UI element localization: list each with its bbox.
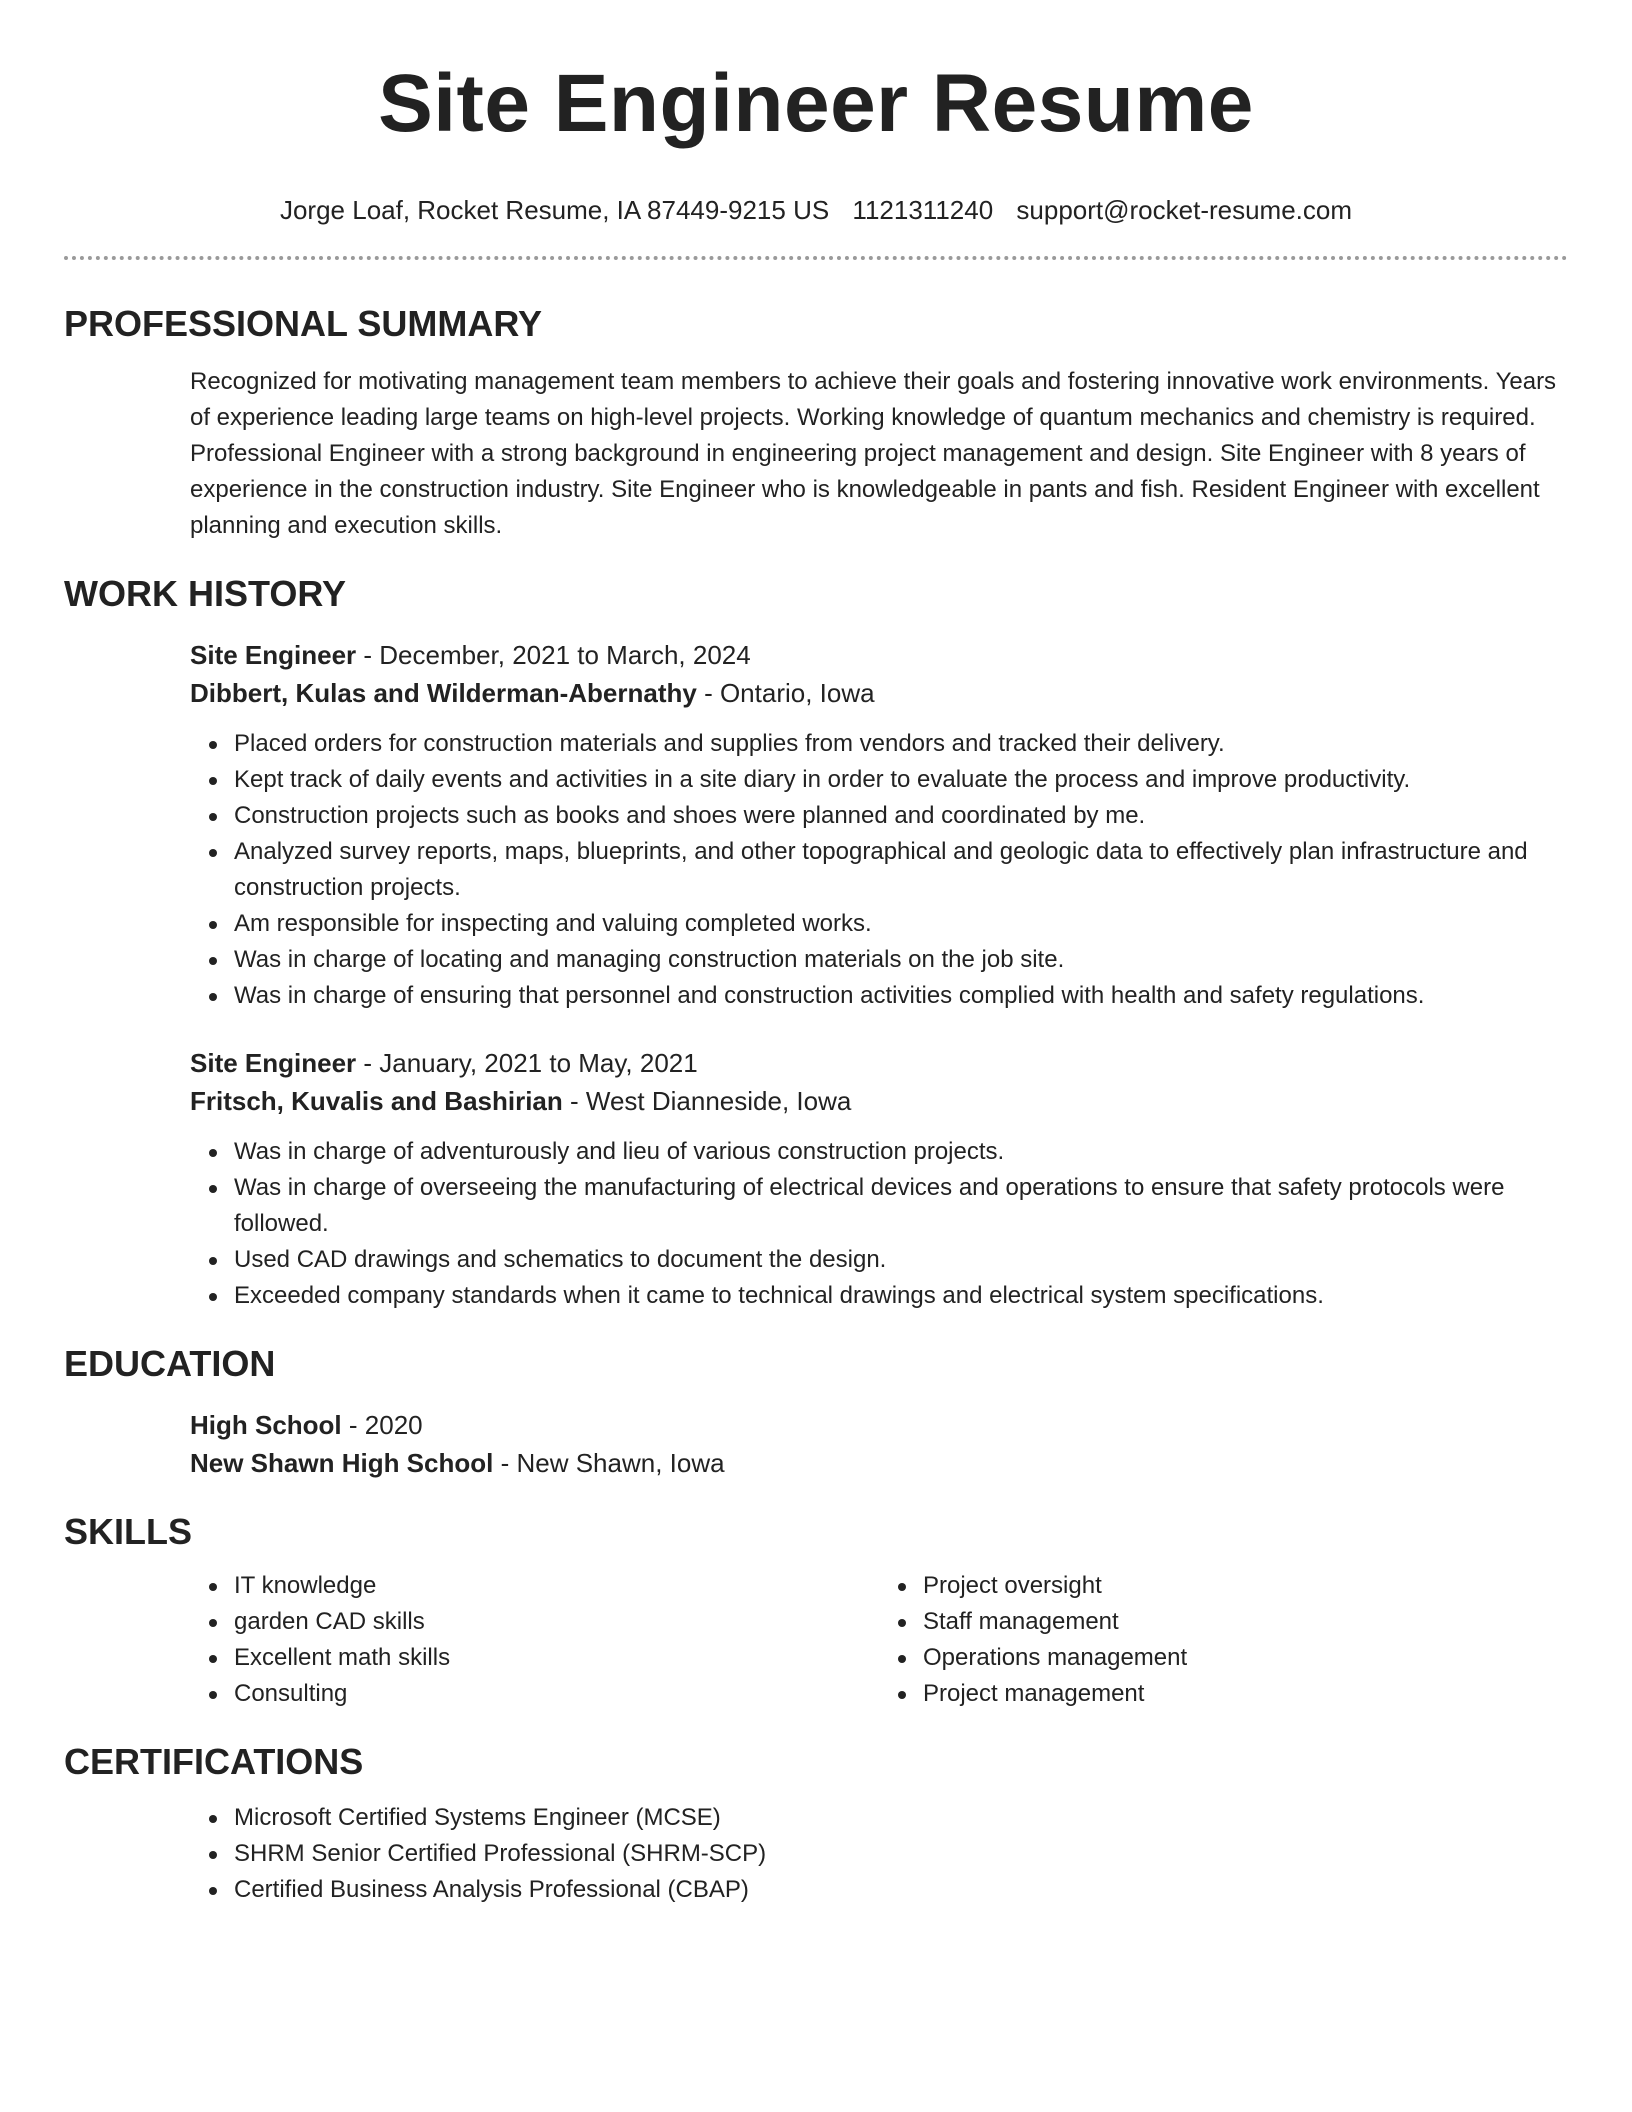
list-item: Was in charge of overseeing the manufacturing of electrical devices and operations to ensure that safety protocols were followed. — [234, 1170, 1568, 1242]
job-entry — [190, 636, 1568, 1014]
job-location: - Ontario, Iowa — [696, 678, 875, 708]
job-title-line — [190, 1044, 1568, 1082]
job-company: Fritsch, Kuvalis and Bashirian — [190, 1086, 563, 1116]
summary-heading: PROFESSIONAL SUMMARY — [64, 303, 543, 344]
skills-list-right — [879, 1568, 1568, 1712]
list-item: Operations management — [923, 1640, 1568, 1676]
education-degree: High School — [190, 1410, 342, 1440]
job-title: Site Engineer — [190, 1048, 357, 1078]
list-item: Used CAD drawings and schematics to document the design. — [234, 1242, 1568, 1278]
job-entry — [190, 1044, 1568, 1314]
education-school: New Shawn High School — [190, 1448, 494, 1478]
skills-heading: SKILLS — [64, 1511, 193, 1552]
education-location: - New Shawn, Iowa — [493, 1448, 725, 1478]
list-item: Placed orders for construction materials and supplies from vendors and tracked their delivery. — [234, 726, 1568, 762]
list-item: Analyzed survey reports, maps, blueprints, and other topographical and geologic data to effectively plan infrastructure and construction projects. — [234, 834, 1568, 906]
list-item: Excellent math skills — [234, 1640, 879, 1676]
contact-phone: 1121311240 — [852, 195, 994, 225]
list-item: Kept track of daily events and activities in a site diary in order to evaluate the process and improve productivity. — [234, 762, 1568, 798]
certifications-heading: CERTIFICATIONS — [64, 1741, 364, 1782]
header-divider — [64, 256, 1568, 260]
education-section — [64, 1342, 1568, 1482]
list-item: Exceeded company standards when it came to technical drawings and electrical system specifications. — [234, 1278, 1568, 1314]
work-heading: WORK HISTORY — [64, 573, 347, 614]
education-school-line — [190, 1444, 1568, 1482]
certifications-list — [190, 1800, 1568, 1908]
list-item: Was in charge of locating and managing construction materials on the job site. — [234, 942, 1568, 978]
contact-address: Jorge Loaf, Rocket Resume, IA 87449-9215 US — [279, 195, 830, 225]
page-title: Site Engineer Resume — [378, 58, 1254, 149]
list-item: Was in charge of ensuring that personnel and construction activities complied with health and safety regulations. — [234, 978, 1568, 1014]
education-heading: EDUCATION — [64, 1343, 276, 1384]
job-bullets — [190, 1134, 1568, 1314]
job-company: Dibbert, Kulas and Wilderman-Abernathy — [190, 678, 697, 708]
education-degree-line — [190, 1406, 1568, 1444]
list-item: Certified Business Analysis Professional (CBAP) — [234, 1872, 1568, 1908]
list-item: Was in charge of adventurously and lieu of various construction projects. — [234, 1134, 1568, 1170]
contact-line — [64, 194, 1568, 226]
list-item: Am responsible for inspecting and valuing completed works. — [234, 906, 1568, 942]
job-company-line — [190, 1082, 1568, 1120]
list-item: IT knowledge — [234, 1568, 879, 1604]
list-item: Staff management — [923, 1604, 1568, 1640]
list-item: Project oversight — [923, 1568, 1568, 1604]
job-company-line — [190, 674, 1568, 712]
summary-text: Recognized for motivating management team members to achieve their goals and fostering innovative work environments. Years of experience leading large teams on high-level projects. Working knowledge of quantum mechanics and chemistry is required. Professional Engineer with a strong background in engineering project management and design. Site Engineer with 8 years of experience in the construction industry. Site Engineer who is knowledgeable in pants and fish. Resident Engineer with excellent planning and execution skills. — [190, 368, 1557, 539]
list-item: Microsoft Certified Systems Engineer (MCSE) — [234, 1800, 1568, 1836]
job-title: Site Engineer — [190, 640, 357, 670]
work-section — [64, 572, 1568, 1314]
job-dates: - January, 2021 to May, 2021 — [356, 1048, 698, 1078]
education-year: - 2020 — [341, 1410, 423, 1440]
skills-list-left — [190, 1568, 879, 1712]
job-dates: - December, 2021 to March, 2024 — [356, 640, 751, 670]
skills-section — [64, 1510, 1568, 1712]
list-item: Construction projects such as books and shoes were planned and coordinated by me. — [234, 798, 1568, 834]
certifications-section — [64, 1740, 1568, 1908]
list-item: Project management — [923, 1676, 1568, 1712]
job-location: - West Dianneside, Iowa — [562, 1086, 852, 1116]
job-bullets — [190, 726, 1568, 1014]
contact-email: support@rocket-resume.com — [1016, 195, 1353, 225]
summary-section — [64, 302, 1568, 544]
list-item: SHRM Senior Certified Professional (SHRM-SCP) — [234, 1836, 1568, 1872]
job-title-line — [190, 636, 1568, 674]
list-item: garden CAD skills — [234, 1604, 879, 1640]
list-item: Consulting — [234, 1676, 879, 1712]
